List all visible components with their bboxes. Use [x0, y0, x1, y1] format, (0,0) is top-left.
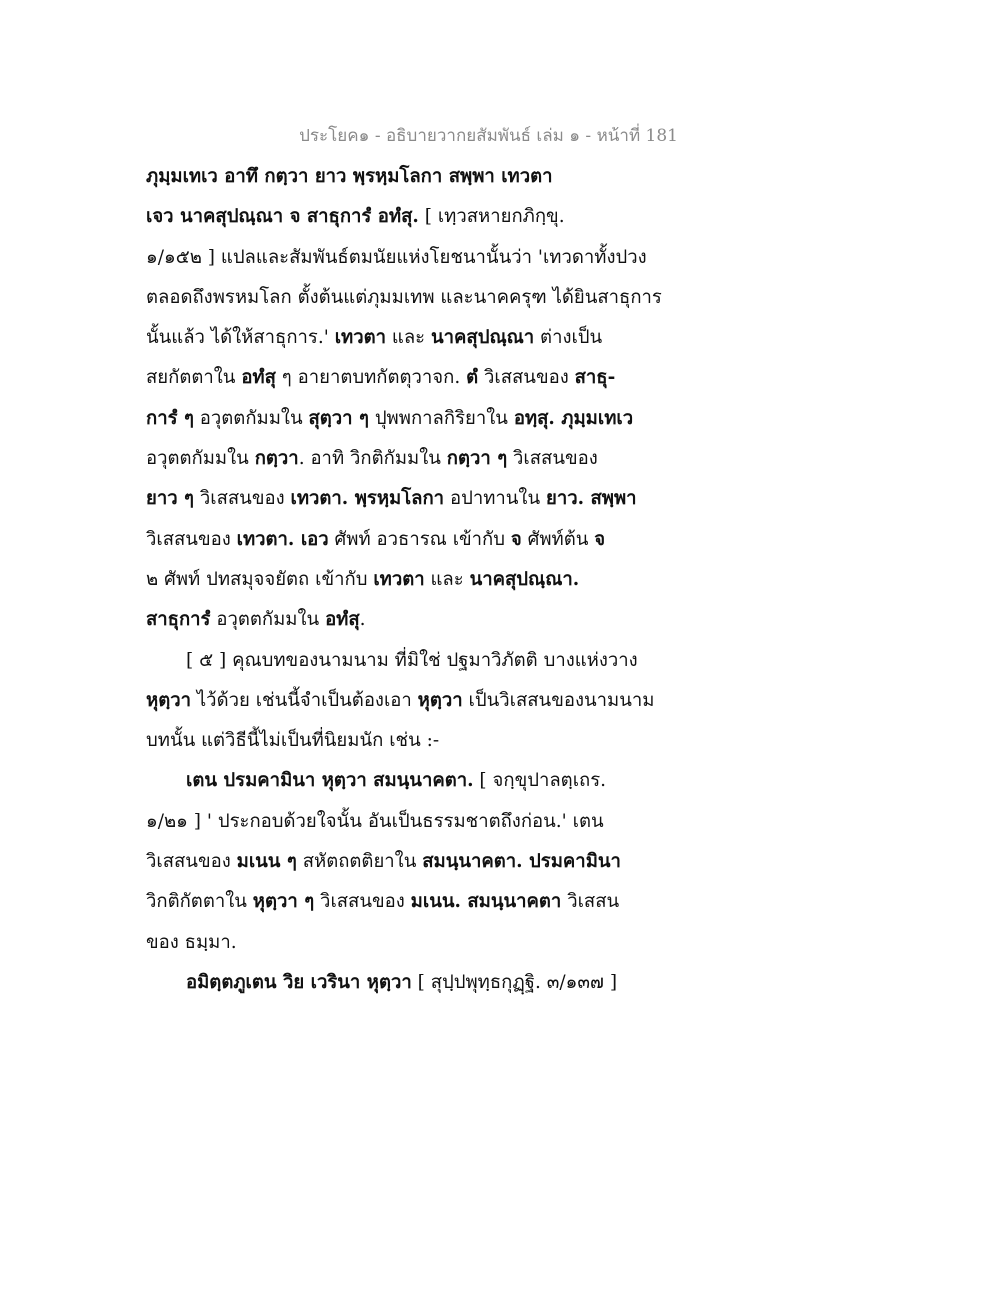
bold-pali-term: จ	[510, 528, 522, 550]
text-run: วิเสสนของ	[146, 528, 237, 550]
text-line	[146, 802, 706, 842]
text-run: บทนั้น แต่วิธีนี้ไม่เป็นที่นิยมนัก เช่น :-	[146, 730, 440, 752]
bold-pali-term: มเนน ๆ	[236, 851, 297, 873]
text-run: อปาทานใน	[444, 488, 546, 510]
text-line	[146, 641, 706, 681]
bold-pali-term: หุตฺวา	[417, 689, 463, 711]
text-line	[146, 721, 706, 761]
bold-pali-term: การํ ๆ	[146, 407, 194, 429]
text-run: สหัตถตติยาใน	[296, 851, 423, 873]
text-line	[146, 923, 706, 963]
text-line	[146, 520, 706, 560]
bold-pali-term: สมนฺนาคตา. ปรมคามินา	[422, 851, 621, 873]
text-line	[146, 882, 706, 922]
bold-pali-term: สาธุการํ	[146, 609, 211, 631]
text-run: วิเสสนของ	[194, 488, 291, 510]
text-line	[146, 479, 706, 519]
bold-pali-term: เทวตา	[373, 568, 425, 590]
text-line	[146, 399, 706, 439]
bold-pali-term: นาคสุปณฺณา.	[469, 568, 580, 590]
text-run: ๒ ศัพท์ ปทสมุจจยัตถ เข้ากับ	[146, 568, 374, 590]
bold-pali-term: สุตฺวา ๆ	[308, 407, 369, 429]
text-run: ของ ธมฺมา.	[146, 931, 237, 953]
bold-pali-term: มเนน. สมนฺนาคตา	[410, 891, 562, 913]
text-run: อวุตตกัมมใน	[210, 609, 326, 631]
text-run: ๆ อายาตบทกัตตุวาจก.	[275, 367, 467, 389]
text-run: ๑/๑๕๒ ] แปลและสัมพันธ์ตมนัยแห่งโยชนานั้นว่า 'เทวดาทั้งปวง	[146, 246, 647, 268]
bold-pali-term: เทวตา	[334, 327, 387, 349]
text-line	[146, 238, 706, 278]
bold-pali-term: กตฺวา	[254, 448, 299, 470]
text-line	[146, 439, 706, 479]
bold-pali-term: เจว นาคสุปณฺณา จ สาธุการํ อทํสุ.	[146, 206, 419, 228]
bold-pali-term: จ	[594, 528, 606, 550]
text-line	[146, 278, 706, 318]
text-line	[146, 842, 706, 882]
text-run: ตลอดถึงพรหมโลก ตั้งต้นแต่ภุมมเทพ และนาคครุฑ ได้ยินสาธุการ	[146, 286, 662, 308]
bold-pali-term: เตน ปรมคามินา หุตฺวา สมนฺนาคตา.	[186, 770, 474, 792]
text-run: ปุพพกาลกิริยาใน	[368, 407, 514, 429]
text-run: วิเสสนของ	[314, 891, 411, 913]
text-line	[146, 318, 706, 358]
page-header: ประโยค๑ - อธิบายวากยสัมพันธ์ เล่ม ๑ - หน้าที่ 181	[299, 126, 678, 146]
bold-pali-term: ภุมฺมเทเว อาทึ กตฺวา ยาว พฺรหฺมโลกา สพฺพา เทวตา	[146, 166, 553, 187]
bold-pali-term: อทฺสุ. ภุมฺมเทเว	[513, 407, 634, 429]
text-run: วิเสสนของ	[146, 851, 237, 873]
text-line	[146, 761, 706, 801]
text-run: [ ๕ ] คุณบทของนามนาม ที่มิใช่ ปฐมาวิภัตติ บางแห่งวาง	[186, 649, 638, 671]
bold-pali-term: สาธุ-	[574, 367, 616, 389]
text-run: ๑/๒๑ ] ' ประกอบด้วยใจนั้น อันเป็นธรรมชาตถึงก่อน.' เตน	[146, 810, 604, 832]
text-line	[146, 560, 706, 600]
text-line	[146, 197, 706, 237]
text-run: นั้นแล้ว ได้ให้สาธุการ.'	[146, 327, 335, 349]
text-line	[146, 963, 706, 1003]
text-run: วิเสสนของ	[507, 448, 598, 470]
text-run: ไว้ด้วย เช่นนี้จำเป็นต้องเอา	[191, 689, 418, 711]
body-text	[146, 157, 706, 1003]
text-run: และ	[424, 568, 470, 590]
text-run: วิเสสน	[561, 891, 620, 913]
bold-pali-term: ยาว. สพฺพา	[546, 488, 637, 510]
text-run: อวุตตกัมมใน	[193, 407, 309, 429]
bold-pali-term: นาคสุปณฺณา	[431, 327, 535, 349]
text-run: [ สุปฺปพุทฺธกุฏฺฐิ. ๓/๑๓๗ ]	[411, 971, 618, 993]
text-run: วิเสสนของ	[478, 367, 575, 389]
text-run: [ จกฺขุปาลตฺเถร.	[473, 770, 607, 792]
text-run: ศัพท์ต้น	[521, 528, 595, 550]
text-run: อวุตตกัมมใน	[146, 448, 255, 470]
text-line	[146, 600, 706, 640]
text-run: สยกัตตาใน	[146, 367, 242, 389]
text-run: . อาทิ วิกติกัมมใน	[298, 448, 447, 470]
bold-pali-term: กตฺวา ๆ	[446, 448, 508, 470]
text-line	[146, 358, 706, 398]
text-run: [ เทฺวสหายกภิกฺขุ.	[418, 206, 565, 228]
text-run: และ	[386, 327, 431, 349]
bold-pali-term: อมิตฺตภูเตน วิย เวรินา หุตฺวา	[186, 971, 412, 993]
text-line	[146, 681, 706, 721]
bold-pali-term: หุตฺวา	[146, 689, 191, 711]
bold-pali-term: อทํสุ	[325, 609, 360, 631]
bold-pali-term: ตํ	[466, 367, 479, 389]
text-run: .	[359, 609, 366, 631]
text-run: ต่างเป็น	[534, 327, 603, 349]
text-run: เป็นวิเสสนของนามนาม	[462, 689, 655, 711]
bold-pali-term: ยาว ๆ	[146, 488, 194, 510]
bold-pali-term: เทวตา. พฺรหฺมโลกา	[290, 488, 445, 510]
bold-pali-term: เทวตา. เอว	[236, 528, 329, 550]
bold-pali-term: หุตฺวา ๆ	[252, 891, 315, 913]
bold-pali-term: อทํสุ	[241, 367, 276, 389]
text-line	[146, 157, 706, 197]
text-run: ศัพท์ อวธารณ เข้ากับ	[328, 528, 511, 550]
text-run: วิกติกัตตาใน	[146, 891, 253, 913]
